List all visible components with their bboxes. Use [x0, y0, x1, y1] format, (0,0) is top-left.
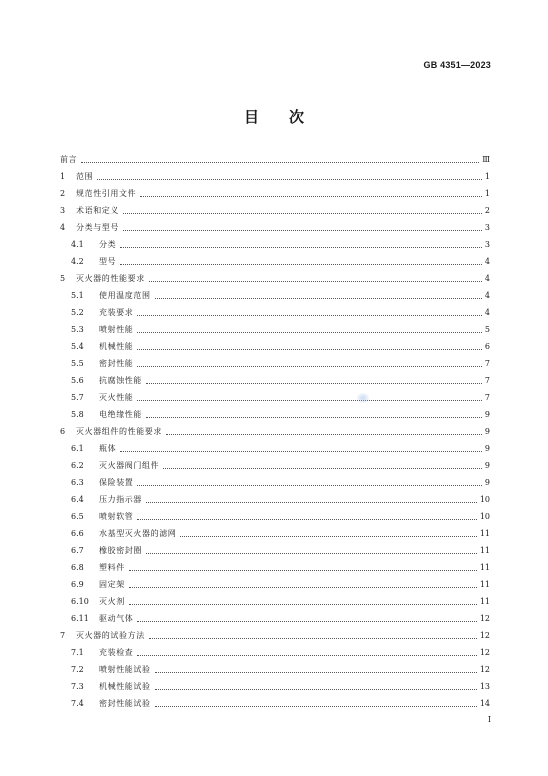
toc-dot-leader [123, 229, 482, 231]
toc-dot-leader [123, 212, 482, 214]
toc-entry-page: 12 [479, 665, 490, 674]
toc-entry-page: 9 [484, 461, 490, 470]
toc-entry-page: 5 [484, 325, 490, 334]
page-title-char-2: 次 [289, 108, 305, 126]
toc-entry-label: 灭火器的性能要求 [76, 274, 145, 283]
toc-dot-leader [120, 246, 482, 248]
toc-entry-page: 1 [484, 172, 490, 181]
toc-entry-page: 11 [479, 563, 490, 572]
toc-entry-number: 4.2 [71, 257, 84, 266]
toc-entry-label: 保险装置 [99, 478, 134, 487]
toc-entry-page: 4 [484, 308, 490, 317]
toc-entry-number: 7.3 [71, 682, 84, 691]
toc-entry-label: 分类 [99, 240, 117, 249]
toc-entry[interactable] [60, 236, 490, 253]
toc-entry-number: 6.8 [71, 563, 84, 572]
toc-dot-leader [166, 433, 482, 435]
toc-entry-number: 4 [60, 223, 66, 232]
toc-entry-label: 喷射性能试验 [99, 665, 151, 674]
toc-dot-leader [149, 637, 477, 639]
toc-dot-leader [155, 705, 477, 707]
toc-entry-page: 1 [484, 189, 490, 198]
toc-entry-page: 13 [479, 682, 490, 691]
toc-entry-page: 10 [479, 512, 490, 521]
toc-dot-leader [146, 501, 477, 503]
toc-entry-number: 6.9 [71, 580, 84, 589]
toc-entry[interactable] [60, 678, 490, 695]
toc-entry-number: 6.7 [71, 546, 84, 555]
toc-entry-page: 4 [484, 257, 490, 266]
toc-entry-page: 6 [484, 342, 490, 351]
toc-entry-page: 11 [479, 546, 490, 555]
toc-entry[interactable] [60, 372, 490, 389]
toc-dot-leader [137, 518, 476, 520]
toc-entry[interactable] [60, 491, 490, 508]
toc-entry[interactable] [60, 270, 490, 287]
toc-dot-leader [137, 484, 482, 486]
toc-entry-label: 驱动气体 [99, 614, 134, 623]
footer-page-number: I [487, 715, 491, 724]
toc-entry[interactable] [60, 525, 490, 542]
toc-entry-label: 喷射软管 [99, 512, 134, 521]
toc-entry-label: 灭火性能 [99, 393, 134, 402]
toc-entry-page: 3 [484, 240, 490, 249]
toc-dot-leader [163, 467, 482, 469]
toc-entry[interactable] [60, 219, 490, 236]
toc-entry-label: 喷射性能 [99, 325, 134, 334]
toc-dot-leader [155, 297, 482, 299]
toc-dot-leader [137, 348, 482, 350]
toc-entry-number: 6.11 [71, 614, 89, 623]
toc-entry[interactable] [60, 661, 490, 678]
toc-entry-number: 5.3 [71, 325, 84, 334]
toc-dot-leader [149, 280, 482, 282]
toc-entry-page: Ⅲ [482, 155, 490, 164]
toc-entry-number: 1 [60, 172, 66, 181]
toc-dot-leader [81, 161, 479, 163]
toc-dot-leader [137, 654, 476, 656]
watermark-dot [357, 393, 369, 403]
toc-dot-leader [180, 535, 476, 537]
toc-entry-label: 术语和定义 [76, 206, 119, 215]
toc-entry[interactable] [60, 644, 490, 661]
toc-entry-number: 5.8 [71, 410, 84, 419]
standard-code: GB 4351—2023 [423, 60, 491, 70]
toc-entry-number: 5.6 [71, 376, 84, 385]
toc-entry-number: 5.7 [71, 393, 84, 402]
toc-entry-page: 4 [484, 274, 490, 283]
toc-entry-label: 密封性能试验 [99, 699, 151, 708]
toc-entry-page: 11 [479, 529, 490, 538]
toc-entry-label: 橡胶密封圈 [99, 546, 142, 555]
toc-entry[interactable] [60, 168, 490, 185]
toc-entry-number: 6.5 [71, 512, 84, 521]
toc-entry-page: 9 [484, 478, 490, 487]
toc-entry-label: 范围 [76, 172, 94, 181]
toc-entry[interactable] [60, 559, 490, 576]
toc-dot-leader [146, 382, 482, 384]
toc-entry-number: 6.6 [71, 529, 84, 538]
toc-entry-number: 5.4 [71, 342, 84, 351]
toc-entry-page: 7 [484, 376, 490, 385]
toc-dot-leader [120, 263, 482, 265]
toc-entry[interactable] [60, 406, 490, 423]
page-title [0, 106, 548, 127]
toc-entry-page: 11 [479, 597, 490, 606]
toc-entry-page: 9 [484, 444, 490, 453]
toc-entry[interactable] [60, 457, 490, 474]
toc-entry-number: 6 [60, 427, 66, 436]
toc-entry[interactable] [60, 304, 490, 321]
toc-entry-page: 14 [479, 699, 490, 708]
toc-dot-leader [137, 399, 482, 401]
toc-dot-leader [137, 620, 476, 622]
toc-entry-number: 2 [60, 189, 66, 198]
toc-dot-leader [146, 552, 477, 554]
toc-entry-label: 密封性能 [99, 359, 134, 368]
toc-entry-label: 塑料件 [99, 563, 125, 572]
toc-entry[interactable] [60, 202, 490, 219]
toc-entry-number: 7.4 [71, 699, 84, 708]
toc-entry-label: 压力指示器 [99, 495, 142, 504]
toc-entry[interactable] [60, 627, 490, 644]
toc-dot-leader [129, 586, 477, 588]
toc-dot-leader [155, 671, 477, 673]
toc-dot-leader [137, 331, 482, 333]
toc-entry-label: 瓶体 [99, 444, 117, 453]
toc-entry-number: 7.1 [71, 648, 84, 657]
toc-entry[interactable] [60, 593, 490, 610]
toc-entry[interactable] [60, 389, 490, 406]
toc-entry-page: 9 [484, 410, 490, 419]
toc-entry[interactable] [60, 542, 490, 559]
toc-entry-label: 分类与型号 [76, 223, 119, 232]
toc-dot-leader [97, 178, 482, 180]
toc-entry[interactable] [60, 423, 490, 440]
toc-dot-leader [146, 416, 482, 418]
toc-entry[interactable] [60, 695, 490, 712]
toc-entry-label: 水基型灭火器的滤网 [99, 529, 177, 538]
toc-entry-page: 4 [484, 291, 490, 300]
toc-entry[interactable] [60, 338, 490, 355]
toc-dot-leader [137, 365, 482, 367]
toc-entry[interactable] [60, 287, 490, 304]
toc-entry-label: 型号 [99, 257, 117, 266]
toc-dot-leader [140, 195, 482, 197]
toc-entry-page: 7 [484, 359, 490, 368]
toc-entry[interactable] [60, 355, 490, 372]
toc-entry-page: 11 [479, 580, 490, 589]
toc-dot-leader [120, 450, 482, 452]
toc-entry-label: 灭火器的试验方法 [76, 631, 145, 640]
toc-entry[interactable] [60, 474, 490, 491]
toc-entry-number: 6.10 [71, 597, 89, 606]
toc-entry-label: 机械性能试验 [99, 682, 151, 691]
page-title-char-1: 目 [243, 108, 259, 126]
toc-entry-page: 7 [484, 393, 490, 402]
toc-entry-page: 12 [479, 614, 490, 623]
toc-entry-number: 5.5 [71, 359, 84, 368]
toc-entry[interactable] [60, 185, 490, 202]
toc-entry-number: 5.1 [71, 291, 84, 300]
toc-entry-number: 3 [60, 206, 66, 215]
toc-entry-label: 灭火器阀门组件 [99, 461, 160, 470]
toc-entry-label: 充装检查 [99, 648, 134, 657]
toc-dot-leader [155, 688, 477, 690]
toc-entry-number: 7.2 [71, 665, 84, 674]
toc-entry[interactable] [60, 151, 490, 168]
toc-entry-label: 灭火器组件的性能要求 [76, 427, 162, 436]
toc-entry-page: 10 [479, 495, 490, 504]
toc-entry-number: 4.1 [71, 240, 84, 249]
toc-entry-page: 3 [484, 223, 490, 232]
table-of-contents [60, 151, 490, 712]
toc-entry-label: 使用温度范围 [99, 291, 151, 300]
toc-entry-number: 6.2 [71, 461, 84, 470]
toc-entry-number: 5.2 [71, 308, 84, 317]
toc-entry-number: 6.3 [71, 478, 84, 487]
toc-dot-leader [137, 314, 482, 316]
toc-entry-label: 电绝缘性能 [99, 410, 142, 419]
toc-entry-label: 固定架 [99, 580, 125, 589]
toc-entry[interactable] [60, 576, 490, 593]
toc-entry-label: 前言 [60, 155, 78, 164]
toc-entry[interactable] [60, 440, 490, 457]
toc-entry[interactable] [60, 508, 490, 525]
toc-entry-label: 充装要求 [99, 308, 134, 317]
toc-entry-label: 抗腐蚀性能 [99, 376, 142, 385]
toc-dot-leader [129, 603, 477, 605]
toc-entry-page: 12 [479, 648, 490, 657]
toc-entry-number: 7 [60, 631, 66, 640]
toc-entry[interactable] [60, 321, 490, 338]
toc-entry-page: 12 [479, 631, 490, 640]
toc-entry-label: 灭火剂 [99, 597, 125, 606]
toc-entry-number: 6.1 [71, 444, 84, 453]
toc-entry-label: 机械性能 [99, 342, 134, 351]
toc-entry-label: 规范性引用文件 [76, 189, 137, 198]
toc-entry-number: 6.4 [71, 495, 84, 504]
toc-entry-number: 5 [60, 274, 66, 283]
toc-dot-leader [129, 569, 477, 571]
toc-entry-page: 2 [484, 206, 490, 215]
toc-entry[interactable] [60, 610, 490, 627]
toc-entry-page: 9 [484, 427, 490, 436]
toc-entry[interactable] [60, 253, 490, 270]
